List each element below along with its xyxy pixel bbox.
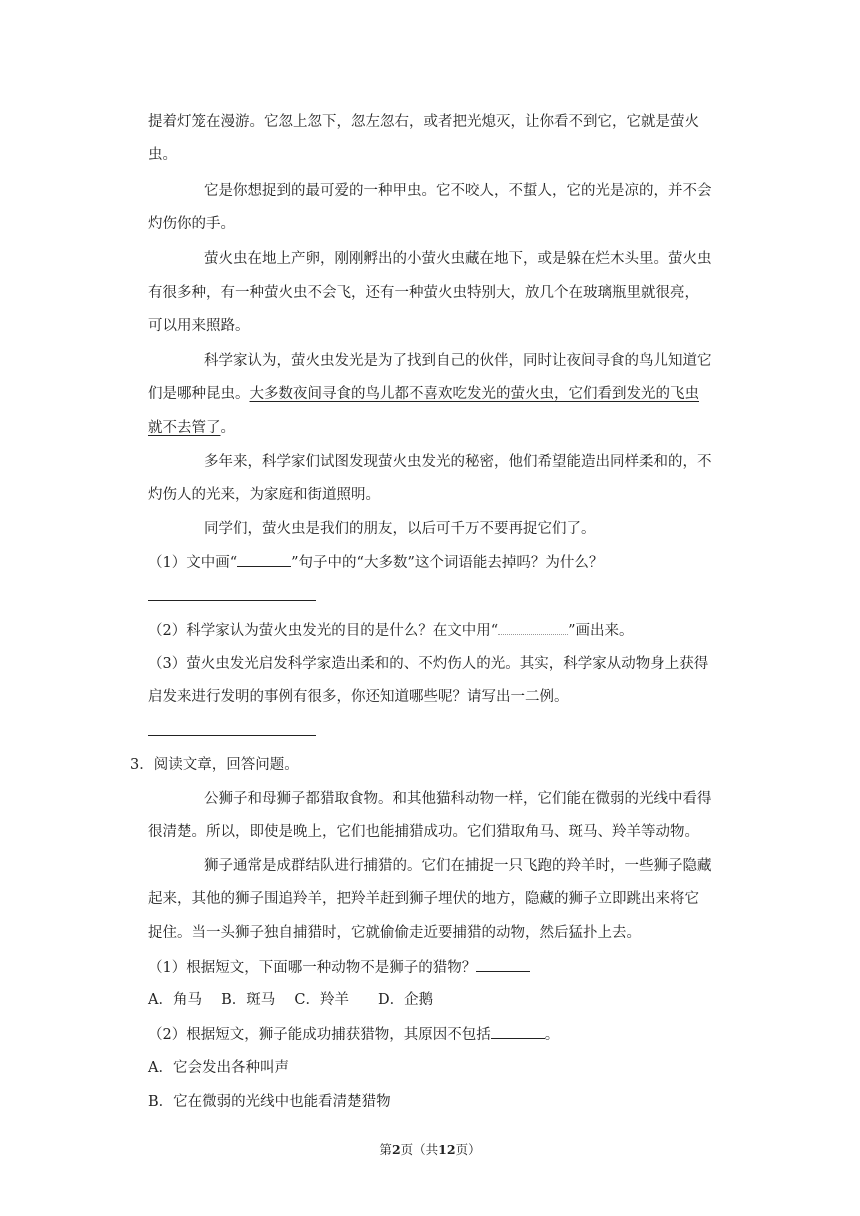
- question-3-1: （1）根据短文，下面哪一种动物不是狮子的猎物？: [148, 957, 530, 978]
- passage-line: 可以用来照路。: [148, 318, 250, 334]
- question-2-3: （3）萤火虫发光启发科学家造出柔和的、不灼伤人的光。其实，科学家从动物身上获得: [148, 656, 709, 672]
- option-a: A．它会发出各种叫声: [148, 1060, 289, 1076]
- passage-line: 很清楚。所以，即使是晚上，它们也能捕猎成功。它们猎取角马、斑马、羚羊等动物。: [148, 824, 699, 840]
- passage-line: 有很多种，有一种萤火虫不会飞，还有一种萤火虫特别大，放几个在玻璃瓶里就很亮，: [148, 285, 699, 301]
- answer-line[interactable]: [148, 735, 316, 736]
- answer-line[interactable]: [148, 600, 316, 601]
- question-3-2: （2）根据短文，狮子能成功捕获猎物，其原因不包括 。: [148, 1024, 559, 1045]
- question-2-2: （2）科学家认为萤火虫发光的目的是什么？在文中用“ ”画出来。: [148, 620, 634, 641]
- question-3-1-options: A．角马 B．斑马 C．羚羊 D．企鹅: [148, 992, 434, 1008]
- question-2-1: （1）文中画“ ”句子中的“大多数”这个词语能去掉吗？为什么？: [148, 552, 603, 573]
- page-footer: 第2页（共12页）: [379, 1142, 481, 1157]
- underlined-sentence: 就不去管了: [148, 420, 221, 436]
- passage-line: [148, 384, 699, 404]
- page-total: 12: [438, 1142, 456, 1157]
- page-number: 2: [391, 1142, 401, 1157]
- passage-text: 。: [220, 420, 235, 436]
- option-b: B．它在微弱的光线中也能看清楚猎物: [148, 1094, 391, 1110]
- dotted-underline-sample: [498, 620, 568, 635]
- question-2-3-cont: 启发来进行发明的事例有很多，你还知道哪些呢？请写出一二例。: [148, 689, 569, 705]
- passage-line: 萤火虫在地上产卵，刚刚孵出的小萤火虫藏在地下，或是躲在烂木头里。萤火虫: [204, 251, 712, 267]
- passage-line: 同学们，萤火虫是我们的朋友，以后可千万不要再捉它们了。: [204, 521, 596, 537]
- passage-line: 提着灯笼在漫游。它忽上忽下，忽左忽右，或者把光熄灭，让你看不到它，它就是萤火: [148, 114, 699, 130]
- underlined-sentence: 大多数夜间寻食的鸟儿都不喜欢吃发光的萤火虫，它们看到发光的飞虫: [249, 386, 699, 402]
- passage-line: 它是你想捉到的最可爱的一种甲虫。它不咬人，不蜇人，它的光是凉的，并不会: [204, 183, 712, 199]
- passage-line: 灼伤人的光来，为家庭和街道照明。: [148, 487, 380, 503]
- question-3-heading: 3．阅读文章，回答问题。: [130, 757, 299, 773]
- fill-blank[interactable]: [237, 552, 291, 567]
- passage-line: 公狮子和母狮子都猎取食物。和其他猫科动物一样，它们能在微弱的光线中看得: [204, 791, 712, 807]
- passage-line: 捉住。当一头狮子独自捕猎时，它就偷偷走近要捕猎的动物，然后猛扑上去。: [148, 925, 641, 941]
- fill-blank[interactable]: [491, 1024, 545, 1039]
- fill-blank[interactable]: [476, 957, 530, 972]
- passage-line: 多年来，科学家们试图发现萤火虫发光的秘密，他们希望能造出同样柔和的，不: [204, 454, 712, 470]
- passage-line: 科学家认为，萤火虫发光是为了找到自己的伙伴，同时让夜间寻食的鸟儿知道它: [204, 353, 712, 369]
- passage-text: 们是哪种昆虫。: [148, 386, 250, 402]
- passage-line: 虫。: [148, 147, 177, 163]
- passage-line: 狮子通常是成群结队进行捕猎的。它们在捕捉一只飞跑的羚羊时，一些狮子隐藏: [204, 858, 712, 874]
- passage-line: 灼伤你的手。: [148, 216, 235, 232]
- passage-line: 起来，其他的狮子围追羚羊，把羚羊赶到狮子埋伏的地方，隐藏的狮子立即跳出来将它: [148, 891, 699, 907]
- passage-line: [148, 418, 235, 438]
